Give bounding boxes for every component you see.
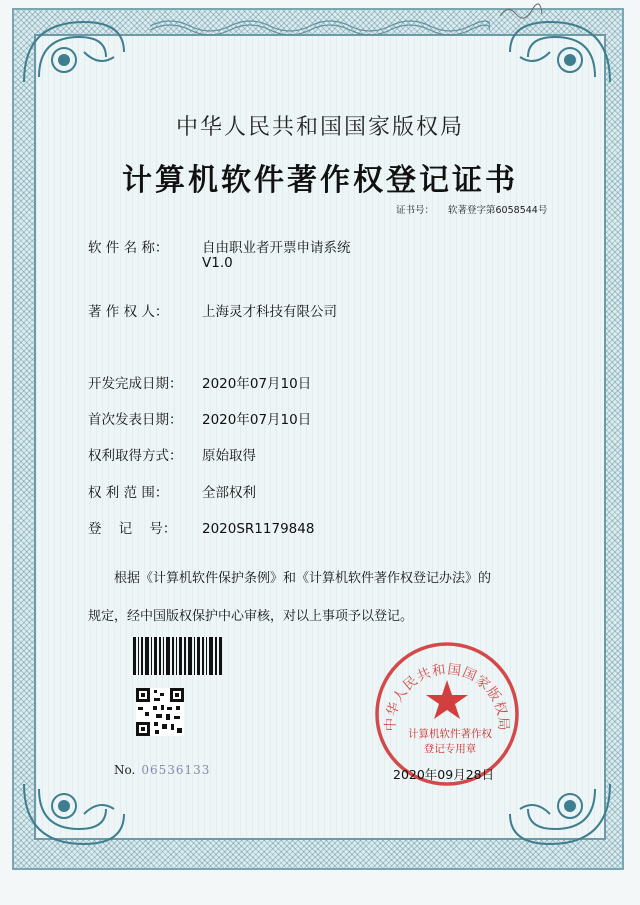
field-label: 权利取得方式：: [88, 448, 183, 464]
field-value: 2020年07月10日: [202, 376, 312, 392]
field-value: 原始取得: [202, 448, 256, 464]
field-label: 著 作 权 人：: [88, 304, 169, 320]
field-value: 上海灵才科技有限公司: [202, 304, 337, 320]
issue-date: 2020年09月28日: [393, 767, 495, 782]
field-label: 首次发表日期：: [88, 412, 183, 428]
field-software-name: [88, 236, 351, 271]
seal-star-icon: [426, 680, 468, 719]
field-registration-number: [88, 517, 314, 537]
field-value: 自由职业者开票申请系统: [202, 240, 351, 256]
field-label: 登 记 号：: [88, 521, 177, 537]
field-value: 全部权利: [202, 485, 256, 501]
statement-line-1: 根据《计算机软件保护条例》和《计算机软件著作权登记办法》的: [114, 571, 492, 586]
qr-code: [136, 688, 184, 736]
field-label: 软 件 名 称：: [88, 240, 169, 256]
field-rights-scope: [88, 481, 256, 501]
field-value: 2020SR1179848: [202, 521, 315, 537]
software-version: V1.0: [202, 255, 233, 271]
field-publish-date: [88, 408, 311, 428]
corner-ornament-bottom-left: [14, 774, 134, 854]
certificate-title: 计算机软件著作权登记证书: [122, 163, 518, 198]
corner-ornament-top-left: [14, 12, 134, 92]
certificate-number-label: 证书号：: [396, 205, 435, 216]
field-copyright-owner: [88, 300, 337, 320]
handwritten-mark: [498, 2, 544, 20]
barcode: [133, 637, 223, 675]
serial-number-value: 06536133: [141, 763, 211, 777]
serial-number: [114, 763, 210, 777]
corner-ornament-top-right: [500, 12, 620, 92]
top-ornament: [150, 16, 490, 36]
field-label: 开发完成日期：: [88, 376, 183, 392]
certificate-number-value: 软著登字第6058544号: [448, 205, 548, 216]
issuing-agency: 中华人民共和国国家版权局: [175, 115, 464, 140]
seal-line-2: 登记专用章: [423, 743, 477, 755]
seal-ring-text: 中华人民共和国国家版权局: [382, 661, 512, 732]
field-label: 权 利 范 围：: [88, 485, 169, 501]
seal-line-1: 计算机软件著作权: [408, 728, 492, 740]
serial-number-label: No.: [114, 763, 136, 777]
statement-line-2: 规定，经中国版权保护中心审核，对以上事项予以登记。: [88, 609, 414, 624]
field-value: 2020年07月10日: [202, 412, 312, 428]
certificate-number: [396, 202, 547, 216]
legal-statement: [88, 560, 558, 636]
field-acquisition-method: [88, 444, 256, 464]
field-completion-date: [88, 372, 311, 392]
